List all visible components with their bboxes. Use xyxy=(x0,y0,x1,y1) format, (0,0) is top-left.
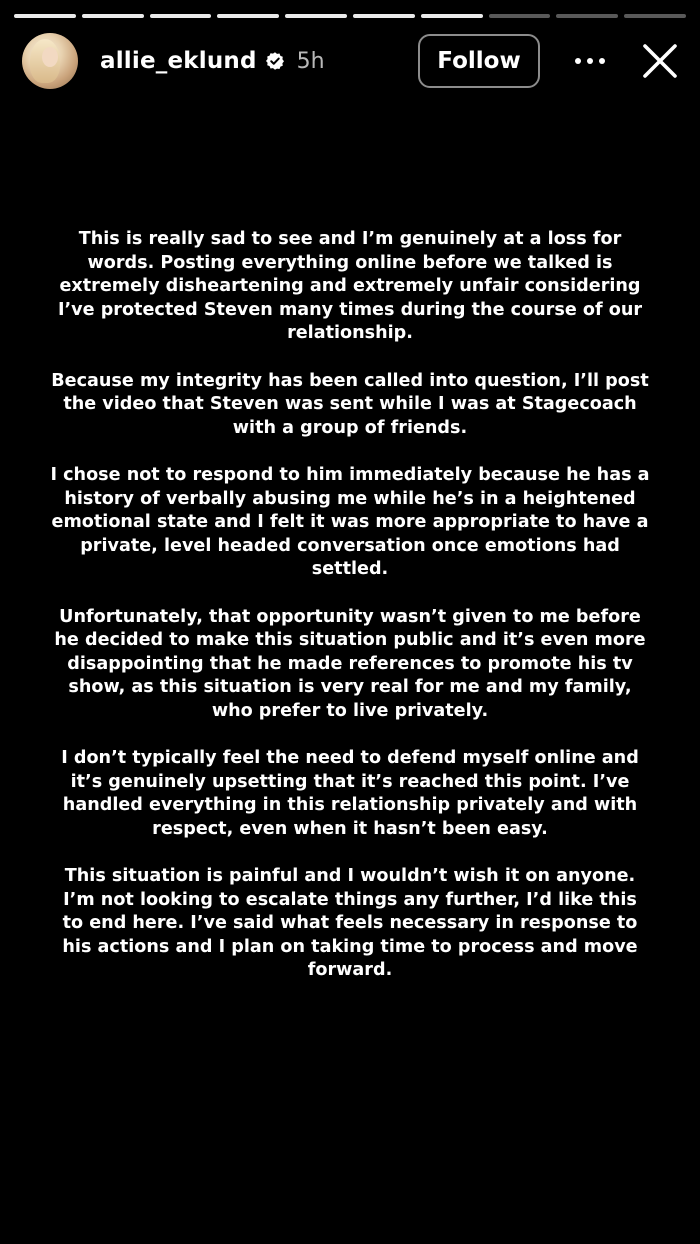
story-progress-segment xyxy=(353,14,415,18)
story-progress-segment xyxy=(624,14,686,18)
story-paragraph: This situation is painful and I wouldn’t wish it on anyone. I’m not looking to escalate things any further, I’d like this to end here. I’ve said what feels necessary in response to his actions and I plan on taking time to process and move forward. xyxy=(62,866,638,981)
story-progress-segment xyxy=(14,14,76,18)
story-paragraph: This is really sad to see and I’m genuinely at a loss for words. Posting everything online before we talked is extremely disheartening and extremely unfair considering I’ve protected Steven many times during the course of our relationship. xyxy=(57,229,643,344)
story-paragraph: I don’t typically feel the need to defend myself online and it’s genuinely upsetting that it’s reached this point. I’ve handled everything in this relationship privately and with respect, even when it hasn’t been easy. xyxy=(61,748,639,839)
story-progress-bar xyxy=(14,14,686,18)
story-progress-segment xyxy=(489,14,551,18)
story-header xyxy=(22,32,680,90)
avatar[interactable] xyxy=(22,33,78,89)
story-paragraph: Because my integrity has been called into question, I’ll post the video that Steven was sent while I was at Stagecoach with a group of friends. xyxy=(51,370,649,438)
story-progress-segment xyxy=(217,14,279,18)
story-progress-segment xyxy=(285,14,347,18)
story-progress-segment xyxy=(556,14,618,18)
follow-button[interactable]: Follow xyxy=(418,34,540,88)
story-progress-segment xyxy=(150,14,212,18)
story-paragraph: Unfortunately, that opportunity wasn’t given to me before he decided to make this situation public and it’s even more disappointing that he made references to promote his tv show, as this situation is very real for me and my family, who prefer to live privately. xyxy=(54,606,646,721)
story-progress-segment xyxy=(421,14,483,18)
post-time: 5h xyxy=(296,48,325,74)
story-text-body xyxy=(50,228,650,1007)
story-paragraph: I chose not to respond to him immediately because he has a history of verbally abusing me while he’s in a heightened emotional state and I felt it was more appropriate to have a private, level headed conversation once emotions had settled. xyxy=(50,464,650,580)
verified-badge-icon xyxy=(265,51,285,71)
story-progress-segment xyxy=(82,14,144,18)
username[interactable]: allie_eklund xyxy=(100,48,257,74)
close-icon[interactable] xyxy=(640,41,680,81)
more-options-icon[interactable] xyxy=(574,41,606,81)
